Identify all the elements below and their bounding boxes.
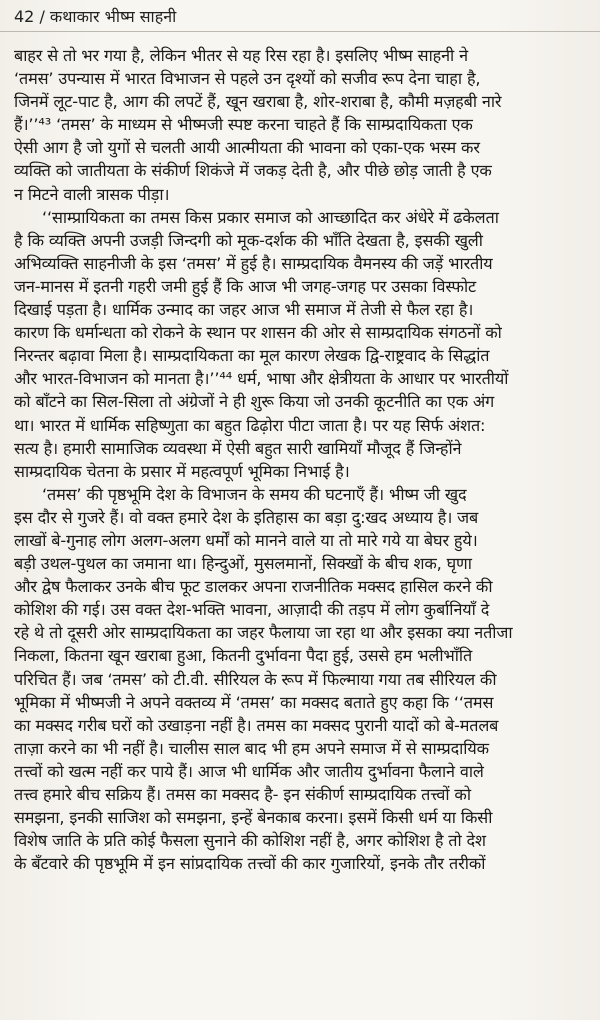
text-line: निकला, कितना खून खराबा हुआ, कितनी दुर्भावना पैदा हुई, उससे हम भलीभाँति bbox=[14, 646, 473, 666]
text-line: परिचित हैं। जब ‘तमस’ को टी.वी. सीरियल के रूप में फिल्माया गया तब सीरियल की bbox=[14, 669, 497, 689]
text-line: दिखाई पड़ता है। धार्मिक उन्माद का जहर आज भी समाज में तेजी से फैल रहा है। bbox=[14, 300, 474, 320]
text-line: इस दौर से गुजरे हैं। वो वक्त हमारे देश के इतिहास का बड़ा दु:खद अध्याय है। जब bbox=[14, 507, 479, 527]
text-line: रहे थे तो दूसरी ओर साम्प्रदायिकता का जहर फैलाया जा रहा था और इसका क्या नतीजा bbox=[14, 623, 513, 643]
text-line: है कि व्यक्ति अपनी उजड़ी जिन्दगी को मूक-दर्शक की भाँति देखता है, इसकी खुली bbox=[14, 230, 483, 250]
text-line: ‘तमस’ की पृष्ठभूमि देश के विभाजन के समय की घटनाएँ हैं। भीष्म जी खुद bbox=[42, 484, 467, 504]
text-line: कोशिश की गई। उस वक्त देश-भक्ति भावना, आज़ादी की तड़प में लोग कुर्बानियाँ दे bbox=[14, 600, 490, 620]
text-line: ऐसी आग है जो युगों से चलती आयी आत्मीयता की भावना को एका-एक भस्म कर bbox=[14, 138, 480, 158]
text-line: भूमिका में भीष्मजी ने अपने वक्तव्य में ‘तमस’ का मक्सद बताते हुए कहा कि ‘‘तमस bbox=[14, 692, 494, 712]
text-line: ‘‘साम्प्रायिकता का तमस किस प्रकार समाज को आच्छादित कर अंधेरे में ढकेलता bbox=[42, 207, 499, 227]
text-line: बड़ी उथल-पुथल का जमाना था। हिन्दुओं, मुसलमानों, सिक्खों के बीच शक, घृणा bbox=[14, 554, 472, 574]
text-line: सत्य है। हमारी सामाजिक व्यवस्था में ऐसी बहुत सारी खामियाँ मौजूद हैं जिन्होंने bbox=[14, 438, 462, 458]
text-line: न मिटने वाली त्रासक पीड़ा। bbox=[14, 184, 170, 204]
text-line: को बाँटने का सिल-सिला तो अंग्रेजों ने ही शुरू किया जो उनकी कूटनीति का एक अंग bbox=[14, 392, 495, 412]
text-line: हैं।’’⁴³ ‘तमस’ के माध्यम से भीष्मजी स्पष्ट करना चाहते हैं कि साम्प्रदायिकता एक bbox=[14, 115, 473, 135]
text-line: बाहर से तो भर गया है, लेकिन भीतर से यह रिस रहा है। इसलिए भीष्म साहनी ने bbox=[14, 46, 468, 65]
text-line: साम्प्रदायिक चेतना के प्रसार में महत्वपूर्ण भूमिका निभाई है। bbox=[14, 461, 350, 481]
text-line: तत्त्व हमारे बीच सक्रिय हैं। तमस का मक्सद है- इन संकीर्ण साम्प्रदायिक तत्त्वों को bbox=[14, 785, 471, 804]
text-line: ताज़ा करने का भी नहीं है। चालीस साल बाद भी हम अपने समाज में से साम्प्रदायिक bbox=[14, 738, 489, 758]
text-line: के बँटवारे की पृष्ठभूमि में इन सांप्रदायिक तत्त्वों की कार गुजारियों, इनके तौर तरीकों bbox=[14, 854, 486, 874]
text-line: और द्वेष फैलाकर उनके बीच फूट डालकर अपना राजनीतिक मक्सद हासिल करने की bbox=[14, 577, 493, 597]
text-line: कारण कि धर्मान्धता को रोकने के स्थान पर शासन की ओर से साम्प्रदायिक संगठनों को bbox=[14, 323, 502, 343]
text-line: का मक्सद गरीब घरों को उखाड़ना नहीं है। तमस का मक्सद पुरानी यादों को बे-मतलब bbox=[14, 715, 499, 735]
text-line: तत्त्वों को खत्म नहीं कर पाये हैं। आज भी धार्मिक और जातीय दुर्भावना फैलाने वाले bbox=[14, 761, 484, 781]
text-line: ‘तमस’ उपन्यास में भारत विभाजन से पहले उन दृश्यों को सजीव रूप देना चाहा है, bbox=[14, 69, 481, 89]
running-head: 42 / कथाकार भीष्म साहनी bbox=[14, 7, 177, 26]
text-line: विशेष जाति के प्रति कोई फैसला सुनाने की कोशिश नहीं है, अगर कोशिश है तो देश bbox=[14, 831, 486, 851]
text-line: निरन्तर बढ़ावा मिला है। साम्प्रदायिकता का मूल कारण लेखक द्वि-राष्ट्रवाद के सिद्धांत bbox=[14, 346, 490, 366]
text-line: जन-मानस में इतनी गहरी जमी हुई हैं कि आज भी जगह-जगह पर उसका विस्फोट bbox=[14, 276, 477, 296]
header-divider bbox=[0, 31, 600, 32]
text-line: था। भारत में धार्मिक सहिष्णुता का बहुत ढिढ़ोरा पीटा जाता है। पर यह सिर्फ अंशत: bbox=[14, 415, 486, 435]
text-line: समझना, इनकी साजिश को समझना, इन्हें बेनकाब करना। इसमें किसी धर्म या किसी bbox=[14, 808, 493, 828]
text-line: लाखों बे-गुनाह लोग अलग-अलग धर्मों को मानने वाले या तो मारे गये या बेघर हुये। bbox=[14, 530, 478, 550]
text-line: अभिव्यक्ति साहनीजी के इस ‘तमस’ में हुई है। साम्प्रदायिक वैमनस्य की जड़ें भारतीय bbox=[14, 253, 493, 273]
text-line: जिनमें लूट-पाट है, आग की लपटें हैं, खून खराबा है, शोर-शराबा है, कौमी मज़हबी नारे bbox=[14, 92, 502, 112]
text-line: और भारत-विभाजन को मानता है।’’⁴⁴ धर्म, भाषा और क्षेत्रीयता के आधार पर भारतीयों bbox=[14, 369, 509, 389]
body-text bbox=[14, 44, 592, 875]
text-line: व्यक्ति को जातीयता के संकीर्ण शिकंजे में जकड़ देती है, और पीछे छोड़ जाती है एक bbox=[14, 161, 492, 181]
